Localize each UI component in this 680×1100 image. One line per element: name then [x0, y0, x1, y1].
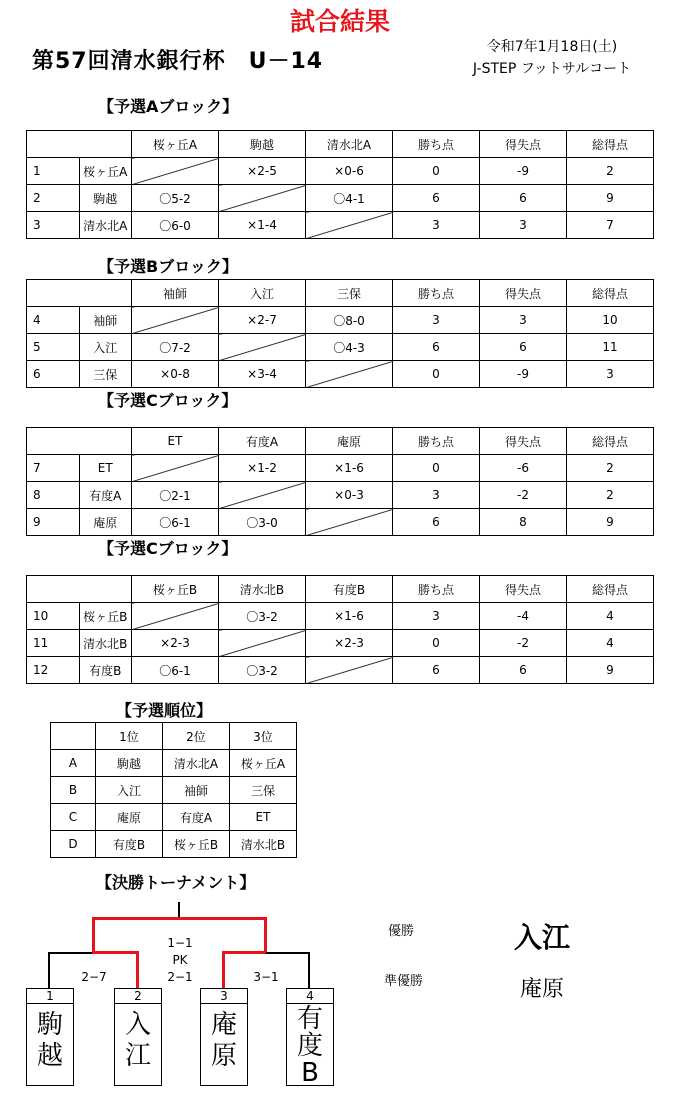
- runner-up-name: 庵原: [520, 977, 565, 1002]
- goal-diff-cell: 6: [480, 334, 567, 361]
- stat-header: 得失点: [480, 576, 567, 603]
- table-row: [27, 603, 654, 630]
- diagonal-cell: [219, 482, 306, 509]
- block-table: [26, 575, 654, 684]
- table-row: [27, 455, 654, 482]
- goals-for-cell: 3: [567, 361, 654, 388]
- ranking-block: D: [51, 831, 96, 858]
- column-header: 清水北B: [219, 576, 306, 603]
- stat-header: 勝ち点: [393, 280, 480, 307]
- ranking-block: A: [51, 750, 96, 777]
- table-row: [27, 185, 654, 212]
- row-team: 清水北B: [79, 630, 132, 657]
- goals-for-cell: 10: [567, 307, 654, 334]
- diagonal-cell: [219, 185, 306, 212]
- winner-label: 優勝: [388, 924, 415, 939]
- ranking-table: [50, 722, 297, 858]
- points-cell: 3: [393, 212, 480, 239]
- diagonal-cell: [306, 212, 393, 239]
- result-cell: ×2-5: [219, 158, 306, 185]
- table-corner: [27, 280, 132, 307]
- semi-score-right: 3−1: [253, 970, 279, 984]
- ranking-cell: ET: [230, 804, 297, 831]
- result-cell: ×0-8: [132, 361, 219, 388]
- column-header: 清水北A: [306, 131, 393, 158]
- bracket-top-stem: [178, 902, 180, 918]
- row-number: 1: [27, 158, 80, 185]
- column-header: 三保: [306, 280, 393, 307]
- diagonal-cell: [132, 158, 219, 185]
- table-corner: [27, 131, 132, 158]
- column-header: 袖師: [132, 280, 219, 307]
- result-cell: 〇6-0: [132, 212, 219, 239]
- row-number: 11: [27, 630, 80, 657]
- goal-diff-cell: 3: [480, 212, 567, 239]
- table-row: [27, 361, 654, 388]
- goals-for-cell: 9: [567, 657, 654, 684]
- table-row: [27, 307, 654, 334]
- final-score-2: 2−1: [167, 970, 193, 984]
- goal-diff-cell: -6: [480, 455, 567, 482]
- row-team: 桜ヶ丘B: [79, 603, 132, 630]
- diagonal-cell: [219, 630, 306, 657]
- column-header: 有度B: [306, 576, 393, 603]
- ranking-cell: 袖師: [163, 777, 230, 804]
- table-corner: [27, 576, 132, 603]
- block-table: [26, 427, 654, 536]
- result-cell: 〇8-0: [306, 307, 393, 334]
- bracket-team4-line: [308, 952, 310, 988]
- row-number: 9: [27, 509, 80, 536]
- ranking-block: B: [51, 777, 96, 804]
- page-title: 試合結果: [289, 7, 390, 36]
- result-cell: ×2-7: [219, 307, 306, 334]
- points-cell: 0: [393, 455, 480, 482]
- diagonal-cell: [306, 657, 393, 684]
- row-team: 袖師: [79, 307, 132, 334]
- diagonal-cell: [132, 455, 219, 482]
- goal-diff-cell: -2: [480, 482, 567, 509]
- ranking-cell: 有度B: [96, 831, 163, 858]
- result-cell: 〇7-2: [132, 334, 219, 361]
- ranking-cell: 有度A: [163, 804, 230, 831]
- row-team: 庵原: [79, 509, 132, 536]
- stat-header: 総得点: [567, 280, 654, 307]
- column-header: 桜ヶ丘B: [132, 576, 219, 603]
- table-row: [27, 212, 654, 239]
- semi-score-left: 2−7: [81, 970, 107, 984]
- team-name: 駒 越: [36, 1010, 63, 1071]
- goal-diff-cell: -4: [480, 603, 567, 630]
- table-row: [27, 630, 654, 657]
- team-number: 3: [201, 989, 247, 1004]
- ranking-cell: 桜ヶ丘B: [163, 831, 230, 858]
- result-cell: 〇2-1: [132, 482, 219, 509]
- runner-up-label: 準優勝: [384, 974, 424, 989]
- team-box-1: [26, 988, 74, 1086]
- row-team: 駒越: [79, 185, 132, 212]
- ranking-header: 2位: [163, 723, 230, 750]
- ranking-cell: 清水北A: [163, 750, 230, 777]
- team-box-2: [114, 988, 162, 1086]
- points-cell: 6: [393, 185, 480, 212]
- goals-for-cell: 4: [567, 603, 654, 630]
- ranking-cell: 三保: [230, 777, 297, 804]
- result-cell: ×3-4: [219, 361, 306, 388]
- block-title: 【予選Aブロック】: [98, 97, 239, 116]
- result-cell: ×0-6: [306, 158, 393, 185]
- team-box-4: [286, 988, 334, 1086]
- row-number: 5: [27, 334, 80, 361]
- result-cell: 〇6-1: [132, 509, 219, 536]
- result-cell: 〇4-1: [306, 185, 393, 212]
- row-number: 8: [27, 482, 80, 509]
- result-cell: 〇3-2: [219, 603, 306, 630]
- result-cell: 〇5-2: [132, 185, 219, 212]
- stat-header: 勝ち点: [393, 131, 480, 158]
- result-cell: 〇3-2: [219, 657, 306, 684]
- ranking-cell: 桜ヶ丘A: [230, 750, 297, 777]
- winner-name: 入江: [514, 921, 571, 954]
- venue: J-STEP フットサルコート: [472, 61, 632, 77]
- stat-header: 得失点: [480, 131, 567, 158]
- points-cell: 3: [393, 603, 480, 630]
- table-row: [27, 334, 654, 361]
- goal-diff-cell: -9: [480, 361, 567, 388]
- row-number: 4: [27, 307, 80, 334]
- table-corner: [27, 428, 132, 455]
- ranking-corner: [51, 723, 96, 750]
- diagonal-cell: [132, 603, 219, 630]
- result-cell: ×1-2: [219, 455, 306, 482]
- column-header: 入江: [219, 280, 306, 307]
- goals-for-cell: 2: [567, 482, 654, 509]
- result-cell: ×1-6: [306, 455, 393, 482]
- team-name: 庵 原: [210, 1010, 237, 1071]
- ranking-header: 1位: [96, 723, 163, 750]
- bracket-semi-left-win: [92, 951, 139, 954]
- result-cell: ×2-3: [132, 630, 219, 657]
- column-header: 桜ヶ丘A: [132, 131, 219, 158]
- ranking-title: 【予選順位】: [116, 701, 213, 720]
- bracket-right-line: [264, 917, 267, 954]
- diagonal-cell: [306, 361, 393, 388]
- table-row: [27, 657, 654, 684]
- block-title: 【予選Bブロック】: [98, 257, 238, 276]
- block-table: [26, 279, 654, 388]
- goals-for-cell: 9: [567, 185, 654, 212]
- ranking-header: 3位: [230, 723, 297, 750]
- bracket-team2-line: [136, 951, 139, 988]
- row-team: 有度A: [79, 482, 132, 509]
- row-number: 12: [27, 657, 80, 684]
- goals-for-cell: 7: [567, 212, 654, 239]
- team-name: 入 江: [124, 1010, 151, 1071]
- result-cell: 〇6-1: [132, 657, 219, 684]
- bracket-team1-line: [48, 952, 50, 988]
- diagonal-cell: [219, 334, 306, 361]
- team-number: 1: [27, 989, 73, 1004]
- ranking-cell: 清水北B: [230, 831, 297, 858]
- row-team: 入江: [79, 334, 132, 361]
- team-number: 2: [115, 989, 161, 1004]
- result-cell: ×0-3: [306, 482, 393, 509]
- diagonal-cell: [306, 509, 393, 536]
- goal-diff-cell: 6: [480, 657, 567, 684]
- row-team: 桜ヶ丘A: [79, 158, 132, 185]
- match-date: 令和7年1月18日(土): [486, 39, 618, 55]
- bracket-team3-line: [222, 951, 225, 988]
- row-team: 清水北A: [79, 212, 132, 239]
- table-row: [27, 509, 654, 536]
- goals-for-cell: 4: [567, 630, 654, 657]
- table-row: [27, 482, 654, 509]
- stat-header: 得失点: [480, 280, 567, 307]
- stat-header: 得失点: [480, 428, 567, 455]
- points-cell: 3: [393, 307, 480, 334]
- row-team: 三保: [79, 361, 132, 388]
- goal-diff-cell: 8: [480, 509, 567, 536]
- ranking-cell: 入江: [96, 777, 163, 804]
- goal-diff-cell: 3: [480, 307, 567, 334]
- goals-for-cell: 9: [567, 509, 654, 536]
- block-title: 【予選Cブロック】: [98, 391, 238, 410]
- final-pk-label: PK: [172, 953, 188, 967]
- row-number: 3: [27, 212, 80, 239]
- stat-header: 勝ち点: [393, 576, 480, 603]
- bracket-final-line: [92, 917, 267, 920]
- points-cell: 0: [393, 361, 480, 388]
- goals-for-cell: 2: [567, 158, 654, 185]
- stat-header: 総得点: [567, 428, 654, 455]
- goal-diff-cell: 6: [480, 185, 567, 212]
- block-title: 【予選Cブロック】: [98, 539, 238, 558]
- points-cell: 6: [393, 657, 480, 684]
- stat-header: 勝ち点: [393, 428, 480, 455]
- row-number: 7: [27, 455, 80, 482]
- stat-header: 総得点: [567, 576, 654, 603]
- goal-diff-cell: -9: [480, 158, 567, 185]
- goals-for-cell: 2: [567, 455, 654, 482]
- column-header: 駒越: [219, 131, 306, 158]
- team-box-3: [200, 988, 248, 1086]
- cup-title: 第57回清水銀行杯 U－14: [32, 49, 324, 74]
- table-row: [27, 158, 654, 185]
- ranking-block: C: [51, 804, 96, 831]
- final-score-1: 1−1: [167, 936, 193, 950]
- final-title: 【決勝トーナメント】: [96, 873, 256, 892]
- goal-diff-cell: -2: [480, 630, 567, 657]
- points-cell: 3: [393, 482, 480, 509]
- result-cell: ×1-6: [306, 603, 393, 630]
- block-table: [26, 130, 654, 239]
- bracket-semi-left: [48, 952, 94, 954]
- points-cell: 0: [393, 630, 480, 657]
- row-number: 6: [27, 361, 80, 388]
- diagonal-cell: [132, 307, 219, 334]
- goals-for-cell: 11: [567, 334, 654, 361]
- result-cell: ×2-3: [306, 630, 393, 657]
- column-header: 有度A: [219, 428, 306, 455]
- ranking-cell: 庵原: [96, 804, 163, 831]
- row-number: 10: [27, 603, 80, 630]
- row-number: 2: [27, 185, 80, 212]
- result-cell: 〇4-3: [306, 334, 393, 361]
- bracket-semi-right-win: [222, 951, 267, 954]
- points-cell: 0: [393, 158, 480, 185]
- points-cell: 6: [393, 509, 480, 536]
- row-team: 有度B: [79, 657, 132, 684]
- team-number: 4: [287, 989, 333, 1004]
- ranking-cell: 駒越: [96, 750, 163, 777]
- column-header: 庵原: [306, 428, 393, 455]
- result-cell: 〇3-0: [219, 509, 306, 536]
- column-header: ET: [132, 428, 219, 455]
- result-cell: ×1-4: [219, 212, 306, 239]
- stat-header: 総得点: [567, 131, 654, 158]
- team-name: 有 度 B: [296, 1004, 323, 1088]
- row-team: ET: [79, 455, 132, 482]
- bracket-left-line: [92, 917, 95, 954]
- points-cell: 6: [393, 334, 480, 361]
- bracket-semi-right: [266, 952, 310, 954]
